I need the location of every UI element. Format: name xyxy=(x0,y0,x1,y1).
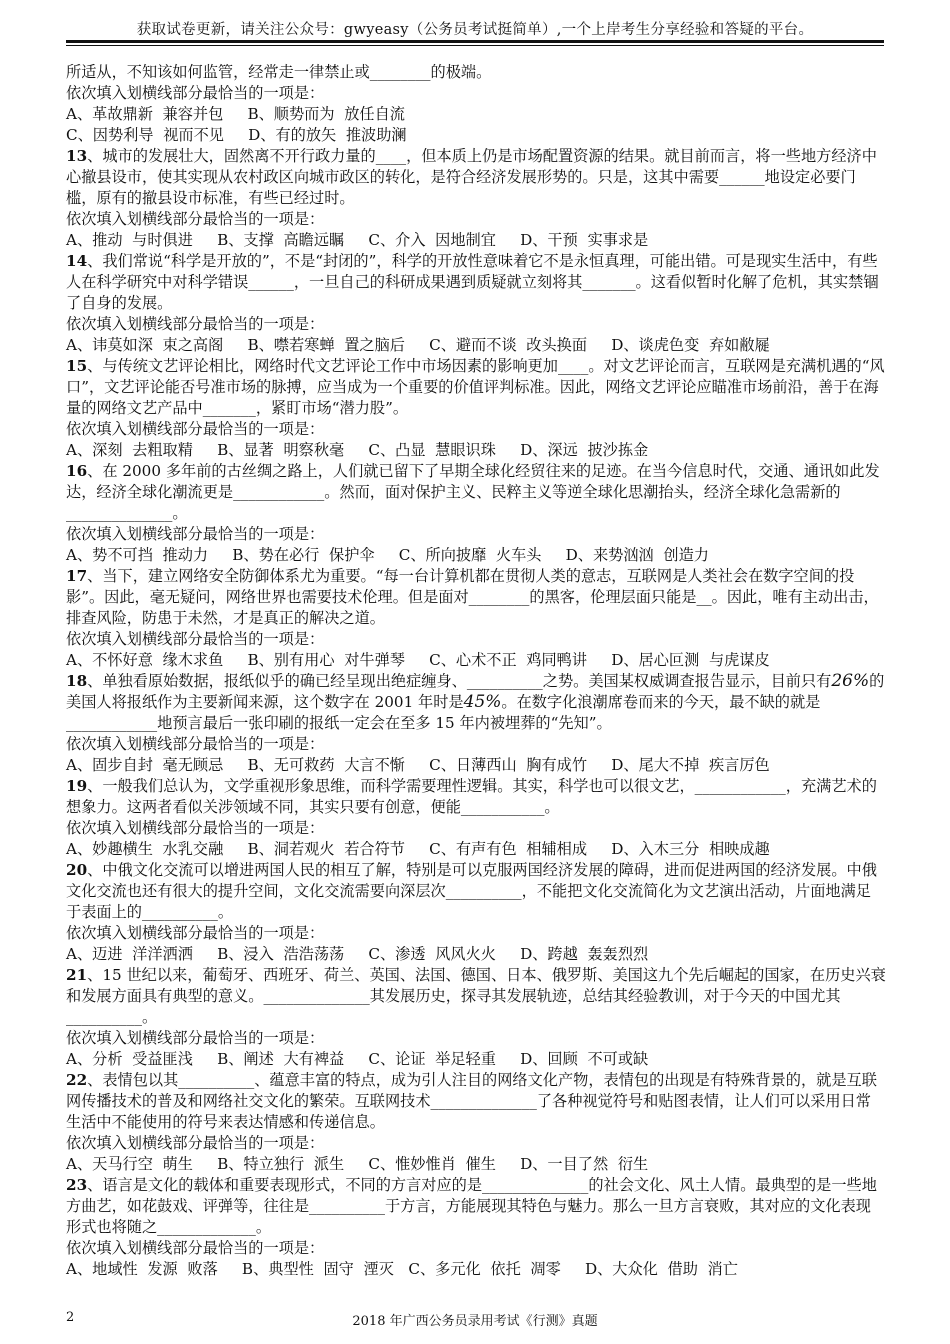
q14-prompt: 依次填入划横线部分最恰当的一项是： xyxy=(66,315,325,333)
q18-stem-c: 。在数字化浪潮席卷而来的今天，最不缺的就是____________地预言最后一张印刷的报纸一定会在至多 15 年内被埋葬的“先知”。 xyxy=(66,693,821,732)
q16-options: A、势不可挡 推动力 B、势在必行 保护伞 C、所向披靡 火车头 D、来势汹汹 创造力 xyxy=(66,546,709,564)
q21-text xyxy=(66,965,886,1028)
q16-number: 16 xyxy=(66,462,88,480)
q16-stem: 、在 2000 多年前的古丝绸之路上，人们就已留下了早期全球化经贸往来的足迹。在当今信息时代，交通、通讯如此发达，经济全球化潮流更是____________。然而，面对保护主义、民粹主义等逆全球化思潮抬头，经济全球化急需新的______________。 xyxy=(66,462,880,522)
q23-prompt: 依次填入划横线部分最恰当的一项是： xyxy=(66,1239,325,1257)
question-content xyxy=(66,62,886,1280)
q15-options: A、深刻 去粗取精 B、显著 明察秋毫 C、凸显 慧眼识珠 D、深远 披沙拣金 xyxy=(66,441,649,459)
q19-options: A、妙趣横生 水乳交融 B、洞若观火 若合符节 C、有声有色 相辅相成 D、入木三分 相映成趣 xyxy=(66,840,770,858)
q14-options: A、讳莫如深 束之高阁 B、噤若寒蝉 置之脑后 C、避而不谈 改头换面 D、谈虎色变 弃如敝屣 xyxy=(66,336,770,354)
q21-prompt: 依次填入划横线部分最恰当的一项是： xyxy=(66,1029,325,1047)
q13-text xyxy=(66,146,886,209)
q12-options-ab: A、革故鼎新 兼容并包 B、顺势而为 放任自流 xyxy=(66,105,405,123)
q22-text xyxy=(66,1070,886,1133)
q18-text xyxy=(66,671,886,734)
header-rule-thick xyxy=(66,40,884,43)
q23-stem: 、语言是文化的载体和重要表现形式，不同的方言对应的是______________的社会文化、风土人情。最典型的是一些地方曲艺，如花鼓戏、评弹等，往往是__________于方言，方能展现其特色与魅力。那么一旦方言衰败，其对应的文化表现形式也将随之_____________。 xyxy=(66,1176,877,1236)
q23-number: 23 xyxy=(66,1176,88,1194)
page-number: 2 xyxy=(66,1310,75,1325)
q14-stem: 、我们常说“科学是开放的”，不是“封闭的”，科学的开放性意味着它不是永恒真理，可能出错。可是现实生活中，有些人在科学研究中对科学错误______，一旦自己的科研成果遇到质疑就立刻将其_______。这看似暂时化解了危机，其实禁锢了自身的发展。 xyxy=(66,252,879,312)
q18-options: A、固步自封 毫无顾忌 B、无可救药 大言不惭 C、日薄西山 胸有成竹 D、尾大不掉 疾言厉色 xyxy=(66,756,770,774)
q22-number: 22 xyxy=(66,1071,88,1089)
q21-options: A、分析 受益匪浅 B、阐述 大有裨益 C、论证 举足轻重 D、回顾 不可或缺 xyxy=(66,1050,649,1068)
q12-options-cd: C、因势利导 视而不见 D、有的放矢 推波助澜 xyxy=(66,126,407,144)
q23-options: A、地域性 发源 败落 B、典型性 固守 湮灭 C、多元化 依托 凋零 D、大众化 借助 消亡 xyxy=(66,1260,738,1278)
q20-prompt: 依次填入划横线部分最恰当的一项是： xyxy=(66,924,325,942)
q19-stem: 、一般我们总认为，文学重视形象思维，而科学需要理性逻辑。其实，科学也可以很文艺，____________，充满艺术的想象力。这两者看似关涉领域不同，其实只要有创意，便能___________。 xyxy=(66,777,877,816)
q22-stem: 、表情包以其__________、蕴意丰富的特点，成为引人注目的网络文化产物，表情包的出现是有特殊背景的，就是互联网传播技术的普及和网络社交文化的繁荣。互联网技术______________了各种视觉符号和贴图表情，让人们可以采用日常生活中不能使用的符号来表达情感和传递信息。 xyxy=(66,1071,877,1131)
q19-number: 19 xyxy=(66,777,88,795)
q15-stem: 、与传统文艺评论相比，网络时代文艺评论工作中市场因素的影响更加____。对文艺评论而言，互联网是充满机遇的“风口”，文艺评论能否号准市场的脉搏，应当成为一个重要的价值评判标准。因此，网络文艺评论应瞄准市场前沿，善于在海量的网络文艺产品中_______，紧盯市场“潜力股”。 xyxy=(66,357,885,417)
q17-text xyxy=(66,566,886,629)
q13-prompt: 依次填入划横线部分最恰当的一项是： xyxy=(66,210,325,228)
q18-prompt: 依次填入划横线部分最恰当的一项是： xyxy=(66,735,325,753)
q22-prompt: 依次填入划横线部分最恰当的一项是： xyxy=(66,1134,325,1152)
q18-percent-45: 45% xyxy=(463,692,502,712)
q17-options: A、不怀好意 缘木求鱼 B、别有用心 对牛弹琴 C、心术不正 鸡同鸭讲 D、居心叵测 与虎谋皮 xyxy=(66,651,770,669)
q21-stem: 、15 世纪以来，葡萄牙、西班牙、荷兰、英国、法国、德国、日本、俄罗斯、美国这九个先后崛起的国家，在历史兴衰和发展方面具有典型的意义。______________其发展历史，探寻其发展轨迹，总结其经验教训，对于今天的中国尤其__________。 xyxy=(66,966,886,1026)
q16-text xyxy=(66,461,886,524)
q18-stem-b: 的美国人将报纸作为主要新闻来源，这个数字在 2001 年时是 xyxy=(66,672,885,711)
q17-prompt: 依次填入划横线部分最恰当的一项是： xyxy=(66,630,325,648)
q19-text xyxy=(66,776,886,818)
q13-options: A、推动 与时俱进 B、支撑 高瞻远瞩 C、介入 因地制宜 D、干预 实事求是 xyxy=(66,231,649,249)
q18-stem-a: 、单独看原始数据，报纸似乎的确已经呈现出绝症缠身、__________之势。美国某权威调查报告显示，目前只有 xyxy=(87,672,832,690)
header-rule-thin xyxy=(66,45,884,46)
q23-text xyxy=(66,1175,886,1238)
q19-prompt: 依次填入划横线部分最恰当的一项是： xyxy=(66,819,325,837)
page-header: 获取试卷更新，请关注公众号：gwyeasy（公务员考试挺简单）,一个上岸考生分享经验和答疑的平台。 xyxy=(136,22,814,38)
q14-number: 14 xyxy=(66,252,88,270)
q20-options: A、迈进 洋洋洒洒 B、浸入 浩浩荡荡 C、渗透 风风火火 D、跨越 轰轰烈烈 xyxy=(66,945,649,963)
q16-prompt: 依次填入划横线部分最恰当的一项是： xyxy=(66,525,325,543)
q18-number: 18 xyxy=(66,672,88,690)
q20-number: 20 xyxy=(66,861,88,879)
q20-stem: 、中俄文化交流可以增进两国人民的相互了解，特别是可以克服两国经济发展的障碍，进而促进两国的经济发展。中俄文化交流也还有很大的提升空间，文化交流需要向深层次__________，不能把文化交流简化为文艺演出活动，片面地满足于表面上的__________。 xyxy=(66,861,877,921)
q20-text xyxy=(66,860,886,923)
q12-prompt: 依次填入划横线部分最恰当的一项是： xyxy=(66,84,325,102)
q18-percent-26: 26% xyxy=(831,671,870,691)
footer-title: 2018 年广西公务员录用考试《行测》真题 xyxy=(352,1314,598,1329)
q15-number: 15 xyxy=(66,357,88,375)
q12-text: 所适从，不知该如何监管，经常走一律禁止或________的极端。 xyxy=(66,63,492,81)
q15-text xyxy=(66,356,886,419)
q13-number: 13 xyxy=(66,147,88,165)
q15-prompt: 依次填入划横线部分最恰当的一项是： xyxy=(66,420,325,438)
q17-number: 17 xyxy=(66,567,88,585)
q14-text xyxy=(66,251,886,314)
q22-options: A、天马行空 萌生 B、特立独行 派生 C、惟妙惟肖 催生 D、一目了然 衍生 xyxy=(66,1155,649,1173)
q17-stem: 、当下，建立网络安全防御体系尤为重要。“每一台计算机都在贯彻人类的意志，互联网是人类社会在数字空间的投影”。因此，毫无疑问，网络世界也需要技术伦理。但是面对________的黑客，伦理层面只能是__。因此，唯有主动出击，排查风险，防患于未然，才是真正的解决之道。 xyxy=(66,567,879,627)
q21-number: 21 xyxy=(66,966,88,984)
q13-stem: 、城市的发展壮大，固然离不开行政力量的____，但本质上仍是市场配置资源的结果。就目前而言，将一些地方经济中心撤县设市，使其实现从农村政区向城市政区的转化，是符合经济发展形势的。只是，这其中需要______地设定必要门槛，原有的撤县设市标准，有些已经过时。 xyxy=(66,147,877,207)
